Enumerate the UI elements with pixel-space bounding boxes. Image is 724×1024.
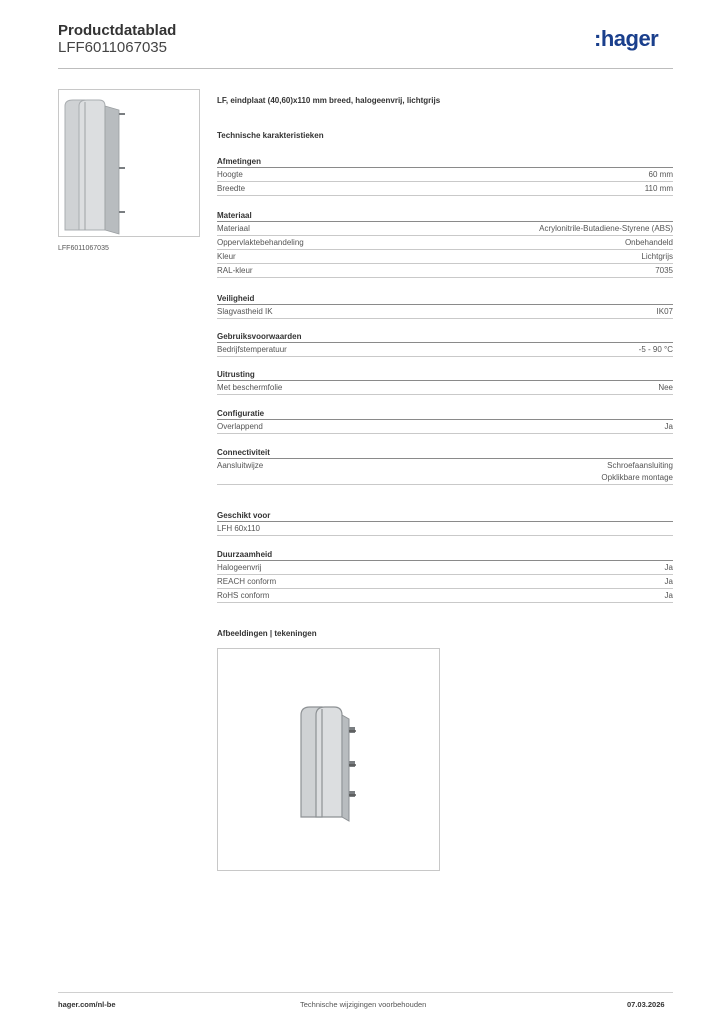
table-row <box>217 575 673 589</box>
section-title: Afmetingen <box>217 155 673 168</box>
table-row <box>217 264 673 278</box>
row-value: 60 mm <box>648 170 673 179</box>
section-duurzaamheid <box>217 548 673 603</box>
row-label: Oppervlaktebehandeling <box>217 238 304 247</box>
footer-date: 07.03.2026 <box>627 1000 665 1009</box>
table-row <box>217 168 673 182</box>
section-title: Connectiviteit <box>217 446 673 459</box>
section-title: Materiaal <box>217 209 673 222</box>
section-materiaal <box>217 209 673 278</box>
row-value: IK07 <box>656 307 673 316</box>
images-heading: Afbeeldingen | tekeningen <box>217 629 317 638</box>
table-row <box>217 305 673 319</box>
row-value <box>601 460 673 484</box>
product-endplate-image <box>59 90 199 236</box>
table-row <box>217 522 673 536</box>
row-value: -5 - 90 °C <box>638 345 673 354</box>
footer-website-link[interactable]: hager.com/nl-be <box>58 1000 116 1009</box>
table-row <box>217 250 673 264</box>
section-title: Duurzaamheid <box>217 548 673 561</box>
row-label: RAL-kleur <box>217 266 253 275</box>
row-value: Ja <box>664 422 673 431</box>
row-label: REACH conform <box>217 577 277 586</box>
row-label: Slagvastheid IK <box>217 307 273 316</box>
row-label: Halogeenvrij <box>217 563 262 572</box>
row-value: Onbehandeld <box>624 238 673 247</box>
row-label: Overlappend <box>217 422 263 431</box>
row-label: RoHS conform <box>217 591 270 600</box>
row-label: LFH 60x110 <box>217 524 260 533</box>
product-description: LF, eindplaat (40,60)x110 mm breed, halogeenvrij, lichtgrijs <box>217 96 441 105</box>
section-gebruiksvoorwaarden <box>217 330 673 357</box>
row-label: Kleur <box>217 252 236 261</box>
table-row <box>217 236 673 250</box>
tech-heading: Technische karakteristieken <box>217 131 324 140</box>
page-title: Productdatablad <box>58 22 177 39</box>
footer-divider <box>58 992 673 993</box>
table-row <box>217 459 673 485</box>
row-value: Lichtgrijs <box>641 252 673 261</box>
hager-logo: :hager <box>594 26 659 51</box>
table-row <box>217 381 673 395</box>
product-thumbnail <box>58 89 200 237</box>
row-value: Acrylonitrile-Butadiene-Styrene (ABS) <box>539 224 673 233</box>
section-title: Veiligheid <box>217 292 673 305</box>
footer-disclaimer: Technische wijzigingen voorbehouden <box>300 1000 427 1009</box>
table-row <box>217 182 673 196</box>
row-value-line: Schroefaansluiting <box>607 461 673 470</box>
row-label: Bedrijfstemperatuur <box>217 345 287 354</box>
row-label: Hoogte <box>217 170 243 179</box>
table-row <box>217 561 673 575</box>
table-row <box>217 222 673 236</box>
section-title: Geschikt voor <box>217 509 673 522</box>
table-row <box>217 420 673 434</box>
product-code: LFF6011067035 <box>58 39 167 56</box>
row-value: 110 mm <box>644 184 673 193</box>
section-connectiviteit <box>217 446 673 485</box>
table-row <box>217 343 673 357</box>
row-label: Aansluitwijze <box>217 461 264 470</box>
section-configuratie <box>217 407 673 434</box>
section-title: Gebruiksvoorwaarden <box>217 330 673 343</box>
row-label: Materiaal <box>217 224 250 233</box>
thumbnail-caption: LFF6011067035 <box>58 245 109 252</box>
product-endplate-image <box>218 649 439 870</box>
section-geschikt-voor <box>217 509 673 536</box>
section-uitrusting <box>217 368 673 395</box>
section-afmetingen <box>217 155 673 196</box>
section-veiligheid <box>217 292 673 319</box>
row-value: Ja <box>664 591 673 600</box>
row-value: 7035 <box>655 266 673 275</box>
header-divider <box>58 68 673 69</box>
row-value: Ja <box>664 577 673 586</box>
row-label: Met beschermfolie <box>217 383 283 392</box>
product-image-frame <box>217 648 440 871</box>
table-row <box>217 589 673 603</box>
row-value-line: Opklikbare montage <box>601 473 673 482</box>
row-label: Breedte <box>217 184 246 193</box>
section-title: Configuratie <box>217 407 673 420</box>
row-value: Nee <box>658 383 673 392</box>
row-value: Ja <box>664 563 673 572</box>
section-title: Uitrusting <box>217 368 673 381</box>
